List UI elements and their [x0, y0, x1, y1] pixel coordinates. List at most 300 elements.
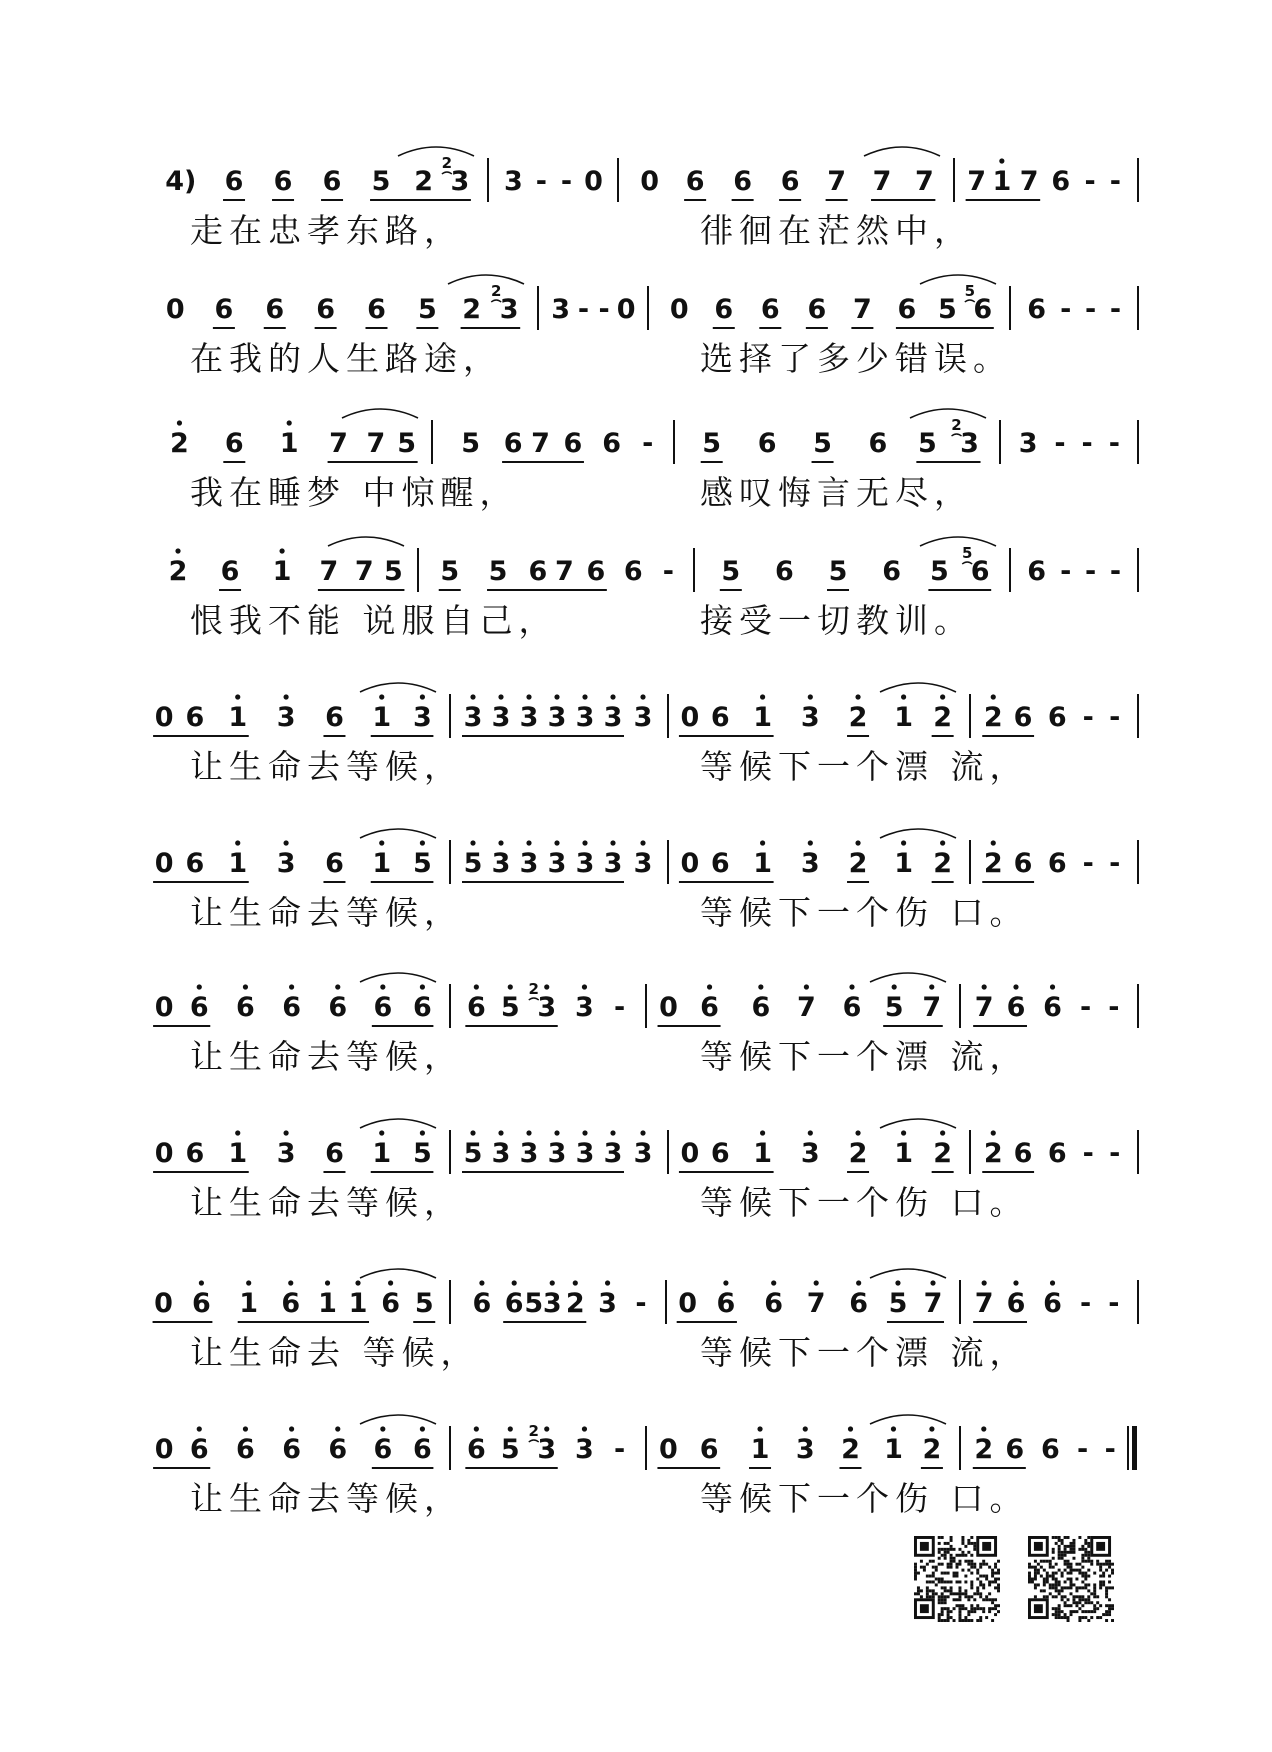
- high-octave-dot: [991, 1130, 996, 1135]
- note: 7: [923, 1288, 943, 1319]
- note: 7: [1019, 166, 1039, 197]
- note: 2: [933, 848, 953, 879]
- qr-code-right[interactable]: [1028, 1536, 1114, 1622]
- note: 3: [603, 702, 623, 733]
- score-line: [153, 829, 1138, 932]
- measure: [973, 984, 1138, 1028]
- score-line: [170, 409, 1138, 512]
- note: 0: [584, 166, 603, 197]
- note: 2: [983, 1138, 1003, 1169]
- high-octave-dot: [380, 984, 385, 989]
- note: -: [577, 294, 590, 325]
- note: 6: [1043, 1288, 1062, 1319]
- note: 6: [842, 992, 862, 1023]
- note: -: [1082, 702, 1094, 733]
- measure: [465, 980, 646, 1028]
- measure: [973, 1280, 1138, 1324]
- note: 6: [751, 992, 771, 1023]
- note: 2: [974, 1434, 994, 1465]
- slur: [920, 275, 996, 284]
- note: 3: [800, 702, 820, 733]
- note: 6: [716, 1288, 736, 1319]
- high-octave-dot: [760, 1130, 765, 1135]
- note: 6: [882, 556, 902, 587]
- high-octave-dot: [470, 1130, 475, 1135]
- note: 7: [974, 1288, 994, 1319]
- note: 3: [575, 1138, 595, 1169]
- note: 6: [868, 428, 888, 459]
- note: -: [1060, 556, 1072, 587]
- note: -: [1081, 428, 1093, 459]
- high-octave-dot: [582, 1426, 587, 1431]
- note: 3: [519, 702, 539, 733]
- high-octave-dot: [895, 1280, 900, 1285]
- grace-mark: [529, 1440, 539, 1442]
- note: 6: [1047, 848, 1067, 879]
- note: 6: [1013, 702, 1033, 733]
- slur: [910, 409, 986, 418]
- lyric-phrase: 选择了多少错误。: [700, 339, 1012, 378]
- note: 5: [500, 1434, 520, 1465]
- high-octave-dot: [420, 984, 425, 989]
- note: 6: [316, 294, 336, 325]
- measure: [462, 1130, 668, 1174]
- slur: [880, 683, 956, 692]
- high-octave-dot: [287, 420, 292, 425]
- measure: [153, 829, 450, 884]
- measure: [966, 158, 1138, 202]
- note: 6: [1027, 556, 1047, 587]
- note: 1: [272, 556, 292, 587]
- note: 6: [328, 1434, 348, 1465]
- high-octave-dot: [498, 1130, 503, 1135]
- slur: [360, 1119, 436, 1128]
- note: 1: [894, 1138, 913, 1169]
- measure: [1027, 286, 1138, 330]
- high-octave-dot: [999, 158, 1004, 163]
- grace-note: 2: [528, 1422, 539, 1440]
- note: 2: [983, 848, 1003, 879]
- high-octave-dot: [849, 984, 854, 989]
- grace-note: 2: [490, 282, 502, 300]
- note: 3: [463, 702, 483, 733]
- note: 7: [806, 1288, 826, 1319]
- lyric-phrase: 接受一切教训。: [700, 601, 973, 640]
- high-octave-dot: [388, 1280, 393, 1285]
- grace-mark: [529, 998, 539, 1000]
- note: 3: [542, 1288, 562, 1319]
- high-octave-dot: [420, 1130, 425, 1135]
- note: 3: [499, 294, 519, 325]
- note: 4): [165, 166, 197, 197]
- note: 6: [472, 1288, 492, 1319]
- note: 6: [733, 166, 753, 197]
- measure: [153, 1269, 450, 1324]
- lyric-phrase: 让生命去等候，: [190, 747, 463, 786]
- note: 3: [603, 848, 623, 879]
- note: 3: [1018, 428, 1038, 459]
- note: 5: [702, 428, 722, 459]
- measure: [982, 840, 1138, 884]
- note: 5: [371, 166, 391, 197]
- note: 3: [276, 1138, 296, 1169]
- note: -: [1085, 294, 1097, 325]
- note: 6: [528, 556, 548, 587]
- slur: [920, 537, 996, 546]
- note: 6: [1047, 702, 1067, 733]
- high-octave-dot: [891, 1426, 896, 1431]
- lyric-phrase: 等候下一个伤 口。: [700, 893, 1029, 932]
- measure: [658, 973, 960, 1028]
- high-octave-dot: [512, 1280, 517, 1285]
- note: 5: [413, 848, 432, 879]
- high-octave-dot: [808, 1130, 813, 1135]
- note: 6: [685, 166, 705, 197]
- note: 1: [372, 1138, 392, 1169]
- note: 6: [1043, 992, 1062, 1023]
- note: 5: [721, 556, 741, 587]
- note: 3: [551, 294, 571, 325]
- high-octave-dot: [982, 984, 987, 989]
- slur: [360, 829, 436, 838]
- note: 2: [170, 428, 189, 459]
- high-octave-dot: [760, 694, 765, 699]
- high-octave-dot: [940, 1130, 945, 1135]
- note: 3: [598, 1288, 617, 1319]
- high-octave-dot: [848, 1426, 853, 1431]
- high-octave-dot: [474, 984, 479, 989]
- note: 5: [397, 428, 417, 459]
- note: 0: [165, 294, 185, 325]
- note: 3: [575, 992, 594, 1023]
- note: -: [635, 1288, 647, 1319]
- high-octave-dot: [335, 1426, 340, 1431]
- note: 3: [491, 848, 511, 879]
- measure: [720, 537, 1010, 592]
- high-octave-dot: [771, 1280, 776, 1285]
- note: 5: [930, 556, 949, 587]
- note: -: [1109, 1138, 1121, 1169]
- note: 6: [1027, 294, 1047, 325]
- lyric-phrase: 等候下一个漂 流，: [700, 747, 1029, 786]
- high-octave-dot: [758, 984, 763, 989]
- note: 6: [224, 166, 244, 197]
- note: 6: [282, 1434, 302, 1465]
- note: 2: [565, 1288, 585, 1319]
- high-octave-dot: [526, 840, 531, 845]
- note: 3: [519, 1138, 539, 1169]
- measure: [153, 683, 450, 738]
- high-octave-dot: [582, 694, 587, 699]
- note: 3: [547, 702, 567, 733]
- high-octave-dot: [498, 840, 503, 845]
- note: 6: [807, 294, 827, 325]
- high-octave-dot: [380, 1426, 385, 1431]
- note: 2: [848, 1138, 868, 1169]
- high-octave-dot: [901, 694, 906, 699]
- high-octave-dot: [929, 984, 934, 989]
- high-octave-dot: [470, 694, 475, 699]
- note: 6: [1005, 1434, 1025, 1465]
- high-octave-dot: [640, 1130, 645, 1135]
- note: -: [1104, 1434, 1116, 1465]
- measure: [165, 147, 488, 202]
- score-line: [153, 683, 1138, 786]
- high-octave-dot: [991, 694, 996, 699]
- note: 0: [154, 1138, 174, 1169]
- lyric-phrase: 等候下一个伤 口。: [700, 1183, 1029, 1222]
- note: 1: [372, 848, 392, 879]
- score-line: [153, 973, 1138, 1076]
- note: 5: [461, 428, 481, 459]
- note: 3: [633, 702, 653, 733]
- note: 7: [354, 556, 374, 587]
- grace-note: 5: [961, 544, 973, 562]
- note: 6: [466, 1434, 486, 1465]
- high-octave-dot: [235, 1130, 240, 1135]
- note: 7: [827, 166, 846, 197]
- high-octave-dot: [199, 1280, 204, 1285]
- note: 6: [780, 166, 800, 197]
- high-octave-dot: [804, 984, 809, 989]
- note: 6: [189, 1434, 209, 1465]
- high-octave-dot: [284, 1130, 289, 1135]
- high-octave-dot: [379, 840, 384, 845]
- qr-codes: [914, 1536, 1114, 1628]
- note: 1: [228, 702, 248, 733]
- note: 2: [841, 1434, 860, 1465]
- lyric-phrase: 恨我不能 说服自己，: [190, 601, 558, 640]
- note: 2: [933, 702, 953, 733]
- high-octave-dot: [901, 840, 906, 845]
- high-octave-dot: [420, 840, 425, 845]
- note: 0: [616, 294, 636, 325]
- note: 5: [884, 992, 904, 1023]
- note: 0: [154, 1434, 174, 1465]
- high-octave-dot: [757, 1426, 762, 1431]
- note: 2: [168, 556, 188, 587]
- note: -: [1109, 702, 1121, 733]
- note: -: [1109, 556, 1122, 587]
- note: 1: [753, 702, 772, 733]
- note: 3: [633, 848, 653, 879]
- note: 6: [328, 992, 348, 1023]
- note: 6: [699, 1434, 719, 1465]
- measure: [153, 973, 450, 1028]
- lyric-phrase: 等候下一个漂 流，: [700, 1333, 1029, 1372]
- note: -: [614, 1434, 626, 1465]
- note: 1: [372, 702, 392, 733]
- lyric-phrase: 让生命去等候，: [190, 1183, 463, 1222]
- note: 6: [282, 992, 302, 1023]
- high-octave-dot: [929, 1426, 934, 1431]
- measure: [679, 829, 970, 884]
- high-octave-dot: [550, 1280, 555, 1285]
- high-octave-dot: [1050, 984, 1055, 989]
- high-octave-dot: [474, 1426, 479, 1431]
- note: 1: [992, 166, 1012, 197]
- note: 6: [757, 428, 777, 459]
- note: 5: [828, 556, 848, 587]
- note: -: [1108, 992, 1120, 1023]
- note: 0: [680, 848, 700, 879]
- note: 1: [884, 1434, 903, 1465]
- slur: [870, 973, 946, 982]
- lyric-phrase: 我在睡梦 中惊醒，: [190, 473, 519, 512]
- slur: [870, 1269, 946, 1278]
- note: 6: [764, 1288, 784, 1319]
- high-octave-dot: [814, 1280, 819, 1285]
- note: 0: [154, 992, 174, 1023]
- high-octave-dot: [855, 1130, 860, 1135]
- note: 1: [753, 1138, 772, 1169]
- note: -: [560, 166, 573, 197]
- grace-note: 2: [441, 154, 453, 172]
- measure: [1019, 420, 1138, 464]
- note: 5: [440, 556, 460, 587]
- note: 5: [417, 294, 437, 325]
- high-octave-dot: [554, 1130, 559, 1135]
- note: 6: [466, 992, 486, 1023]
- note: 2: [414, 166, 434, 197]
- measure: [439, 548, 694, 592]
- lyric-phrase: 让生命去等候，: [190, 1479, 463, 1518]
- note: -: [1082, 1138, 1094, 1169]
- note: -: [1060, 294, 1072, 325]
- note: -: [1109, 294, 1122, 325]
- note: 6: [325, 848, 344, 879]
- note: 0: [640, 166, 660, 197]
- measure: [473, 1280, 666, 1324]
- note: 3: [504, 166, 523, 197]
- note: 7: [922, 992, 942, 1023]
- score-line: [153, 1415, 1137, 1518]
- note: 6: [1041, 1434, 1060, 1465]
- high-octave-dot: [554, 694, 559, 699]
- lyric-phrase: 等候下一个漂 流，: [700, 1037, 1029, 1076]
- measure: [677, 1269, 960, 1324]
- note: 1: [894, 848, 913, 879]
- score-line: [169, 537, 1138, 640]
- high-octave-dot: [175, 548, 180, 553]
- grace-mark: [965, 300, 975, 302]
- qr-code-left[interactable]: [914, 1536, 1000, 1622]
- high-octave-dot: [610, 1130, 615, 1135]
- high-octave-dot: [901, 1130, 906, 1135]
- high-octave-dot: [544, 984, 549, 989]
- note: 1: [753, 848, 772, 879]
- note: 1: [750, 1434, 770, 1465]
- note: 3: [491, 702, 511, 733]
- measure: [462, 694, 668, 738]
- note: -: [1109, 166, 1121, 197]
- note: 3: [450, 166, 470, 197]
- high-octave-dot: [355, 1280, 360, 1285]
- high-octave-dot: [420, 1426, 425, 1431]
- high-octave-dot: [582, 984, 587, 989]
- measure: [166, 275, 538, 330]
- high-octave-dot: [573, 1280, 578, 1285]
- note: 1: [348, 1288, 368, 1319]
- note: 3: [413, 702, 432, 733]
- high-octave-dot: [982, 1280, 987, 1285]
- high-octave-dot: [856, 1280, 861, 1285]
- high-octave-dot: [610, 840, 615, 845]
- high-octave-dot: [1050, 1280, 1055, 1285]
- note: 6: [367, 294, 386, 325]
- note: 5: [463, 848, 483, 879]
- high-octave-dot: [235, 694, 240, 699]
- grace-note: 5: [964, 282, 976, 300]
- measure: [670, 275, 1010, 330]
- slur: [360, 1415, 436, 1424]
- lyric-phrase: 让生命去等候，: [190, 893, 463, 932]
- measure: [640, 147, 954, 202]
- note: -: [1085, 556, 1097, 587]
- high-octave-dot: [420, 694, 425, 699]
- note: 6: [775, 556, 794, 587]
- note: 3: [537, 992, 557, 1023]
- slur: [880, 1119, 956, 1128]
- note: 6: [973, 294, 993, 325]
- high-octave-dot: [508, 984, 513, 989]
- slur: [870, 1415, 946, 1424]
- grace-mark: [962, 562, 972, 564]
- note: 3: [276, 848, 296, 879]
- note: 7: [366, 428, 386, 459]
- note: 7: [967, 166, 987, 197]
- note: 3: [603, 1138, 623, 1169]
- note: -: [614, 992, 626, 1023]
- high-octave-dot: [808, 840, 813, 845]
- lyric-phrase: 走在忠孝东路，: [190, 211, 463, 250]
- note: 3: [575, 848, 595, 879]
- note: 6: [563, 428, 583, 459]
- high-octave-dot: [197, 984, 202, 989]
- note: 6: [236, 992, 255, 1023]
- note: 3: [547, 848, 567, 879]
- slur: [342, 409, 418, 418]
- high-octave-dot: [379, 694, 384, 699]
- high-octave-dot: [544, 1426, 549, 1431]
- high-octave-dot: [930, 1280, 935, 1285]
- high-octave-dot: [197, 1426, 202, 1431]
- note: 6: [214, 294, 234, 325]
- measure: [679, 683, 970, 738]
- note: 3: [519, 848, 539, 879]
- note: 6: [224, 428, 244, 459]
- note: 1: [318, 1288, 337, 1319]
- note: 0: [678, 1288, 698, 1319]
- note: 6: [623, 556, 643, 587]
- slur: [360, 1269, 436, 1278]
- note: -: [1077, 1434, 1089, 1465]
- measure: [982, 1130, 1138, 1174]
- slur: [880, 829, 956, 838]
- note: 3: [795, 1434, 815, 1465]
- lyric-phrase: 在我的人生路途，: [190, 339, 502, 378]
- high-octave-dot: [582, 840, 587, 845]
- note: 5: [813, 428, 832, 459]
- measure: [551, 286, 648, 330]
- high-octave-dot: [940, 694, 945, 699]
- note: 3: [547, 1138, 567, 1169]
- note: 5: [488, 556, 508, 587]
- high-octave-dot: [289, 1426, 294, 1431]
- high-octave-dot: [1013, 1280, 1018, 1285]
- note: -: [1109, 848, 1121, 879]
- note: 3: [960, 428, 979, 459]
